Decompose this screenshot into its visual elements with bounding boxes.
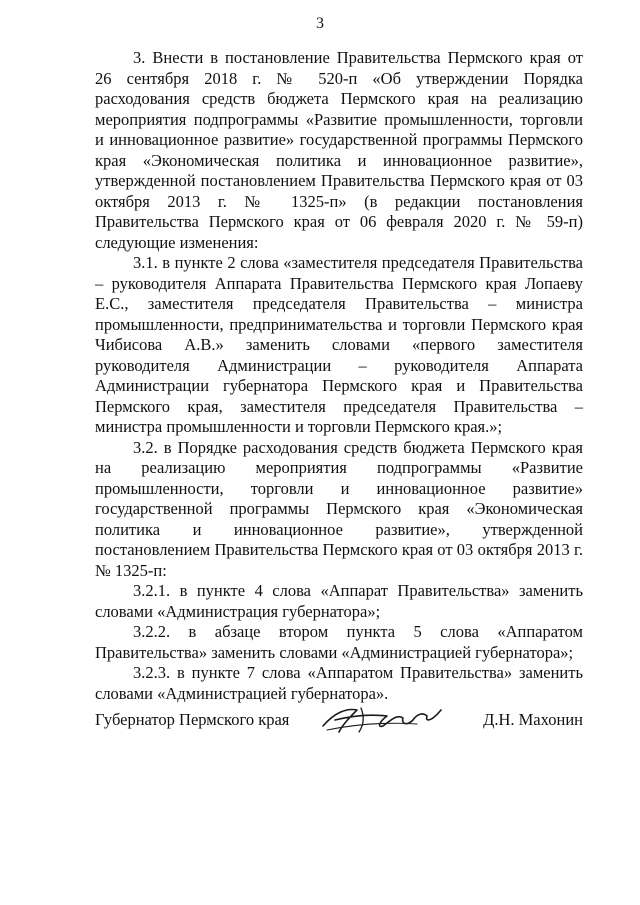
signatory-name: Д.Н. Махонин (483, 710, 583, 729)
paragraph-3-1: 3.1. в пункте 2 слова «заместителя председателя Правительства – руководителя Аппарата Правительства Пермского края Лопаеву Е.С., заместителя председателя Правительства – министра промышленности, предпринимательства и торговли Пермского края Чибисова А.В.» заменить словами «первого заместителя руководителя Администрации – руководителя Аппарата Администрации губернатора Пермского края и Правительства Пермского края, заместителя председателя Правительства – министра промышленности и торговли Пермского края.»; (95, 253, 583, 436)
handwritten-signature (317, 702, 447, 736)
paragraph-3-2: 3.2. в Порядке расходования средств бюджета Пермского края на реализацию мероприятия подпрограммы «Развитие промышленности, торговли и инновационное развитие» государственной программы Пермского края «Экономическая политика и инновационное развитие», утвержденной постановлением Правительства Пермского края от 03 октября 2013 г. № 1325-п: (95, 437, 583, 580)
paragraph-3-2-2: 3.2.2. в абзаце втором пункта 5 слова «Аппаратом Правительства» заменить словами «Администрацией губернатора»; (95, 622, 583, 662)
paragraph-3-2-3: 3.2.3. в пункте 7 слова «Аппаратом Правительства» заменить словами «Администрацией губернатора». (95, 663, 583, 703)
signature-block (95, 702, 583, 738)
signatory-position: Губернатор Пермского края (95, 710, 290, 729)
document-body (95, 48, 583, 704)
page-number: 3 (316, 15, 324, 32)
paragraph-3-2-1: 3.2.1. в пункте 4 слова «Аппарат Правительства» заменить словами «Администрация губернатора»; (95, 581, 583, 621)
paragraph-3: 3. Внести в постановление Правительства Пермского края от 26 сентября 2018 г. № 520-п «Об утверждении Порядка расходования средств бюджета Пермского края на реализацию мероприятия подпрограммы «Развитие промышленности, торговли и инновационное развитие» государственной программы Пермского края «Экономическая политика и инновационное развитие», утвержденной постановлением Правительства Пермского края от 03 октября 2013 г. № 1325-п» (в редакции постановления Правительства Пермского края от 06 февраля 2020 г. № 59-п) следующие изменения: (95, 48, 583, 252)
